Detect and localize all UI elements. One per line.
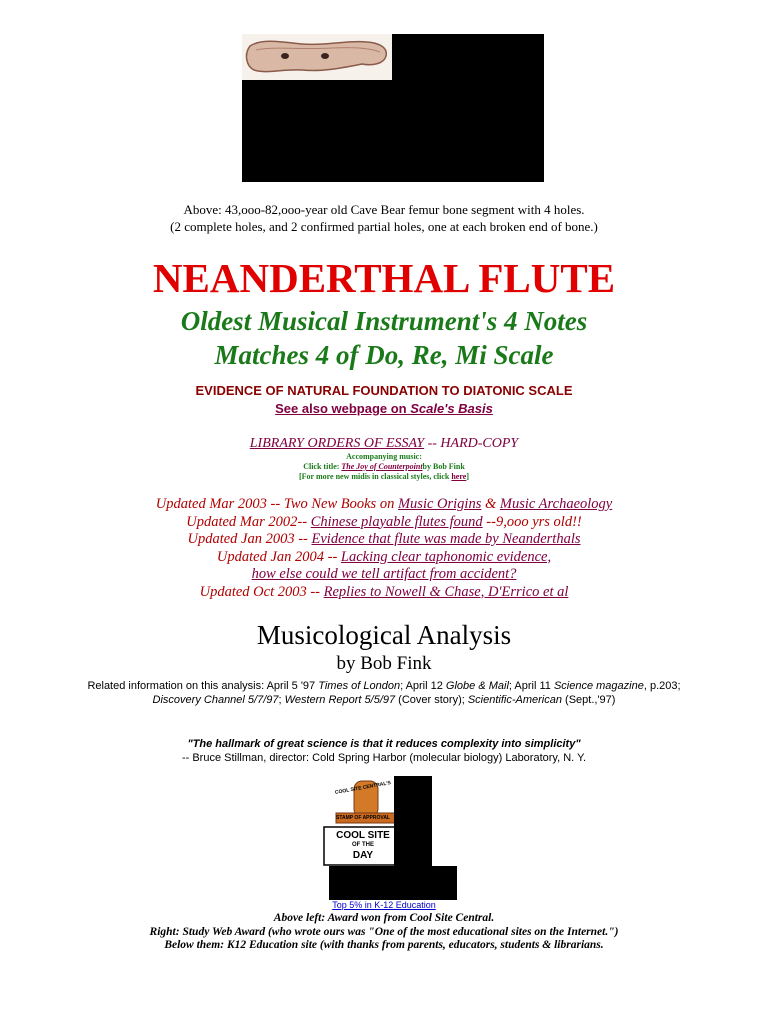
music-line-1: Accompanying music: (346, 452, 422, 461)
joy-of-counterpoint-link[interactable]: The Joy of Counterpoint (341, 462, 423, 471)
discovery-channel: Discovery Channel 5/7/97 (152, 694, 279, 706)
k12-education-badge[interactable] (329, 866, 457, 900)
related-sep-2: ; April 11 (508, 680, 554, 692)
award-captions (0, 912, 768, 953)
caption-line-1: Above: 43,ooo-82,ooo-year old Cave Bear femur bone segment with 4 holes. (183, 202, 585, 217)
music-more-midis: [For more new midis in classical styles, click (299, 472, 452, 481)
western-report: Western Report 5/5/97 (284, 694, 396, 706)
evidence-heading: EVIDENCE OF NATURAL FOUNDATION TO DIATONIC SCALE (195, 383, 573, 398)
byline: by Bob Fink (336, 653, 432, 674)
page-title: NEANDERTHAL FLUTE (152, 255, 616, 301)
update-item-5 (0, 566, 768, 584)
related-page: , p.203; (643, 680, 681, 692)
library-orders-link[interactable]: LIBRARY ORDERS OF ESSAY (249, 436, 425, 451)
quote-attribution: -- Bruce Stillman, director: Cold Spring Harbor (molecular biology) Laboratory, N. Y. (181, 752, 587, 764)
see-also-link[interactable] (275, 401, 493, 416)
header-image (242, 34, 544, 182)
music-block (0, 452, 768, 482)
quote-text: "The hallmark of great science is that it reduces complexity into simplicity" (187, 738, 581, 750)
updates-list (0, 496, 768, 601)
update-2-prefix: Updated Mar 2002-- (186, 513, 311, 530)
award-caption-2: Right: Study Web Award (who wrote ours was "One of the most educational sites on the Internet.") (149, 925, 619, 938)
update-2-suffix: --9,ooo yrs old!! (482, 513, 582, 530)
caption-line-2: (2 complete holes, and 2 confirmed partial holes, one at each broken end of bone.) (170, 219, 598, 234)
music-bracket-close: ] (466, 472, 469, 481)
analysis-title: Musicological Analysis (256, 620, 512, 650)
badge-top-text: COOL SITE CENTRAL'S (334, 780, 392, 796)
update-1-prefix: Updated Mar 2003 -- Two New Books on (155, 496, 398, 512)
k12-link-line (0, 899, 768, 911)
update-item-3 (0, 531, 768, 549)
subtitle-2: Matches 4 of Do, Re, Mi Scale (214, 340, 554, 370)
midis-here-link[interactable]: here (451, 472, 467, 481)
music-line-2 (0, 462, 768, 472)
related-sep-3: ; (278, 694, 285, 706)
science-magazine: Science magazine (553, 680, 644, 692)
chinese-flutes-link[interactable]: Chinese playable flutes found (310, 513, 483, 530)
related-line-2 (0, 693, 768, 707)
cool-site-badge[interactable] (322, 775, 404, 867)
badge-stamp-text: STAMP OF APPROVAL (336, 815, 390, 821)
neanderthal-evidence-link[interactable]: Evidence that flute was made by Neanderthals (311, 531, 581, 547)
subtitle-1: Oldest Musical Instrument's 4 Notes (180, 306, 588, 336)
badge-line-2: OF THE (352, 842, 374, 848)
badge-line-1: COOL SITE (336, 830, 390, 841)
music-origins-link[interactable]: Music Origins (397, 496, 482, 512)
related-info (0, 679, 768, 707)
update-item-2 (0, 514, 768, 532)
music-line-3 (0, 472, 768, 482)
artifact-accident-link[interactable]: how else could we tell artifact from accident? (251, 566, 517, 582)
see-also-line (0, 401, 768, 417)
k12-education-link[interactable]: Top 5% in K-12 Education (332, 900, 436, 910)
update-item-4 (0, 549, 768, 567)
related-sep-1: ; April 12 (400, 680, 446, 692)
award-caption-1: Above left: Award won from Cool Site Central. (273, 912, 495, 924)
update-6-prefix: Updated Oct 2003 -- (199, 583, 324, 600)
music-archaeology-link[interactable]: Music Archaeology (499, 496, 613, 512)
update-item-1 (0, 496, 768, 514)
award-caption-3: Below them: K12 Education site (with thanks from parents, educators, students & librarians. (164, 939, 604, 951)
library-orders-line (0, 436, 768, 452)
update-item-6 (0, 584, 768, 602)
related-date: (Sept.,'97) (561, 694, 616, 706)
badge-line-3: DAY (352, 850, 374, 861)
related-line-1 (0, 679, 768, 693)
music-byline: by Bob Fink (422, 462, 465, 471)
taphonomic-evidence-link[interactable]: Lacking clear taphonomic evidence, (340, 548, 552, 565)
update-4-prefix: Updated Jan 2004 -- (216, 548, 341, 565)
study-web-award-badge[interactable] (394, 776, 432, 866)
quote-block (0, 737, 768, 765)
music-click-title: Click title: (303, 462, 342, 471)
image-caption (0, 201, 768, 235)
library-orders-suffix: -- HARD-COPY (424, 436, 519, 451)
globe-and-mail: Globe & Mail (445, 680, 509, 692)
update-1-mid: & (481, 496, 500, 512)
replies-link[interactable]: Replies to Nowell & Chase, D'Errico et al (323, 583, 569, 600)
see-also-prefix: See also webpage on (275, 401, 411, 416)
scientific-american: Scientific-American (467, 694, 562, 706)
bone-flute-image (242, 34, 392, 80)
scales-basis-link[interactable]: Scale's Basis (410, 401, 493, 416)
related-prefix: Related information on this analysis: April 5 '97 (87, 680, 319, 692)
update-3-prefix: Updated Jan 2003 -- (187, 531, 312, 547)
cover-story: (Cover story); (395, 694, 468, 706)
times-of-london: Times of London (318, 680, 401, 692)
